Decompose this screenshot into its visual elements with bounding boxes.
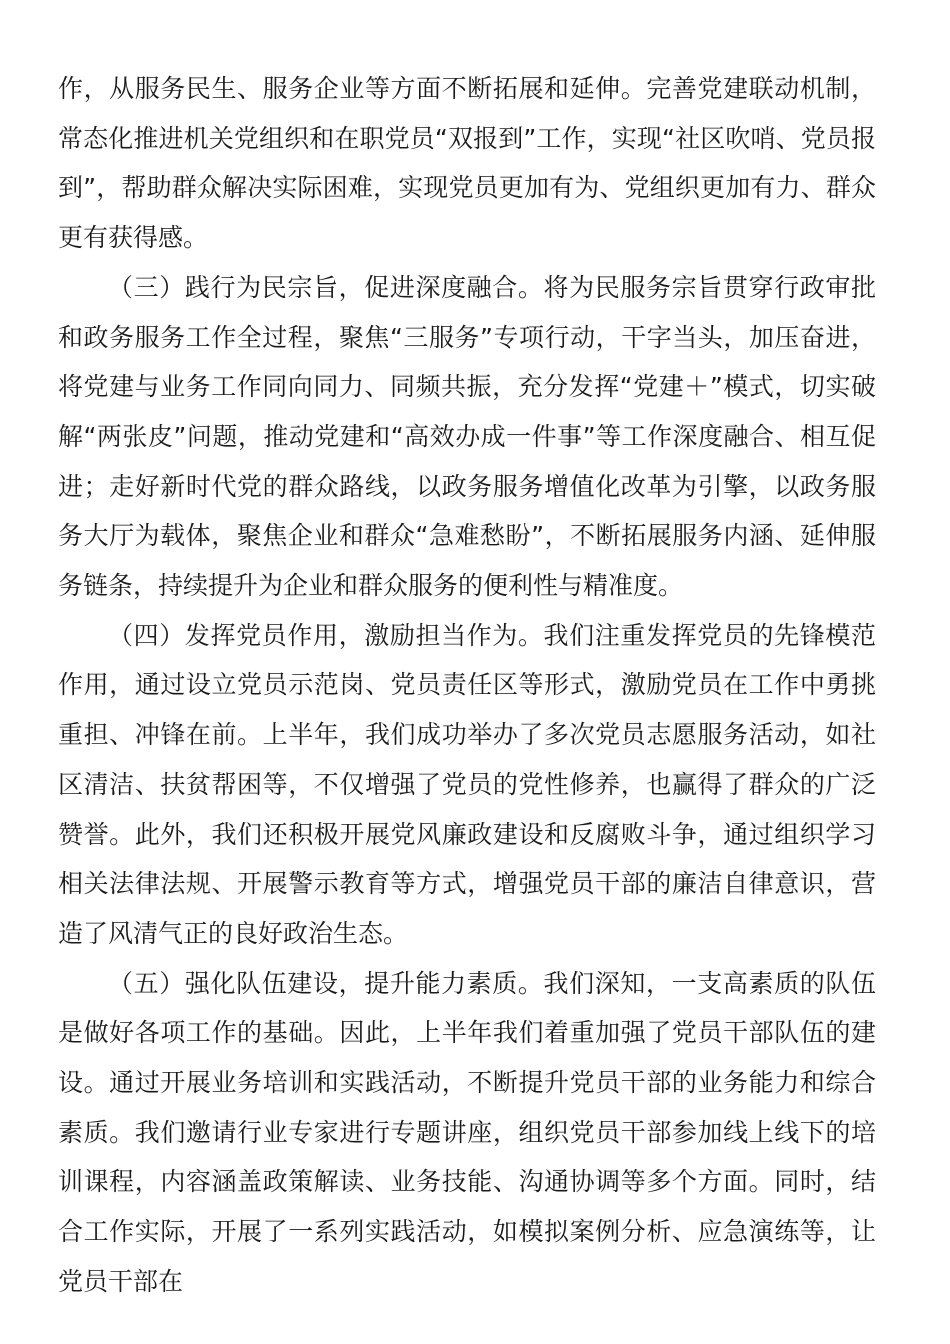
document-body: [58, 64, 876, 1307]
paragraph-section-five: （五）强化队伍建设，提升能力素质。我们深知，一支高素质的队伍是做好各项工作的基础。因此，上半年我们着重加强了党员干部队伍的建设。通过开展业务培训和实践活动，不断提升党员干部的业务能力和综合素质。我们邀请行业专家进行专题讲座，组织党员干部参加线上线下的培训课程，内容涵盖政策解读、业务技能、沟通协调等多个方面。同时，结合工作实际，开展了一系列实践活动，如模拟案例分析、应急演练等，让党员干部在: [58, 968, 876, 1296]
paragraph-section-four: （四）发挥党员作用，激励担当作为。我们注重发挥党员的先锋模范作用，通过设立党员示范岗、党员责任区等形式，激励党员在工作中勇挑重担、冲锋在前。上半年，我们成功举办了多次党员志愿服务活动，如社区清洁、扶贫帮困等，不仅增强了党员的党性修养，也赢得了群众的广泛赞誉。此外，我们还积极开展党风廉政建设和反腐败斗争，通过组织学习相关法律法规、开展警示教育等方式，增强党员干部的廉洁自律意识，营造了风清气正的良好政治生态。: [58, 620, 876, 948]
paragraph-continuation: 作，从服务民生、服务企业等方面不断拓展和延伸。完善党建联动机制，常态化推进机关党组织和在职党员“双报到”工作，实现“社区吹哨、党员报到”，帮助群众解决实际困难，实现党员更加有为、党组织更加有力、群众更有获得感。: [58, 74, 876, 253]
paragraph-section-three: （三）践行为民宗旨，促进深度融合。将为民服务宗旨贯穿行政审批和政务服务工作全过程，聚焦“三服务”专项行动，干字当头，加压奋进，将党建与业务工作同向同力、同频共振，充分发挥“党建＋”模式，切实破解“两张皮”问题，推动党建和“高效办成一件事”等工作深度融合、相互促进；走好新时代党的群众路线，以政务服务增值化改革为引擎，以政务服务大厅为载体，聚焦企业和群众“急难愁盼”，不断拓展服务内涵、延伸服务链条，持续提升为企业和群众服务的便利性与精准度。: [58, 272, 876, 601]
